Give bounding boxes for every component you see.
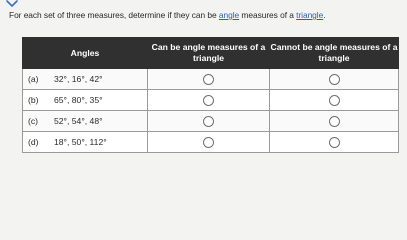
row-angles: 18°, 50°, 112° <box>54 137 107 147</box>
angles-cell <box>23 90 148 111</box>
row-angles: 65°, 80°, 35° <box>54 95 103 105</box>
instruction-text <box>9 9 405 21</box>
angles-cell <box>23 111 148 132</box>
radio-can-d[interactable] <box>203 137 214 148</box>
cannot-cell <box>270 69 399 90</box>
instruction-part: For each set of three measures, determine if they can be <box>9 10 219 20</box>
triangle-link[interactable]: triangle <box>296 10 324 20</box>
row-angles: 52°, 54°, 48° <box>54 116 103 126</box>
row-label: (b) <box>28 95 39 105</box>
table-row <box>23 69 399 90</box>
header-cannot-be-triangle: Cannot be angle measures of a triangle <box>270 38 399 69</box>
row-label: (a) <box>28 74 39 84</box>
cannot-cell <box>270 132 399 153</box>
can-cell <box>148 90 270 111</box>
can-cell <box>148 111 270 132</box>
header-angles: Angles <box>23 38 148 69</box>
row-label: (d) <box>28 137 39 147</box>
can-cell <box>148 69 270 90</box>
radio-cannot-d[interactable] <box>329 137 340 148</box>
angles-cell <box>23 69 148 90</box>
angle-link[interactable]: angle <box>218 10 240 20</box>
table-row <box>23 132 399 153</box>
radio-can-b[interactable] <box>203 95 214 106</box>
row-label: (c) <box>28 116 39 126</box>
radio-cannot-b[interactable] <box>329 95 340 106</box>
radio-cannot-c[interactable] <box>329 116 340 127</box>
can-cell <box>148 132 270 153</box>
row-angles: 32°, 16°, 42° <box>54 74 103 84</box>
table-row <box>23 90 399 111</box>
table-row <box>23 111 399 132</box>
angle-measures-table <box>22 37 399 153</box>
radio-can-a[interactable] <box>203 74 214 85</box>
radio-can-c[interactable] <box>203 116 214 127</box>
table-header-row <box>23 38 399 69</box>
chevron-down-icon[interactable] <box>6 0 18 8</box>
cannot-cell <box>270 90 399 111</box>
cannot-cell <box>270 111 399 132</box>
header-can-be-triangle: Can be angle measures of a triangle <box>148 38 270 69</box>
instruction-part: . <box>323 10 326 20</box>
angles-cell <box>23 132 148 153</box>
radio-cannot-a[interactable] <box>329 74 340 85</box>
instruction-part: measures of a <box>239 10 297 20</box>
